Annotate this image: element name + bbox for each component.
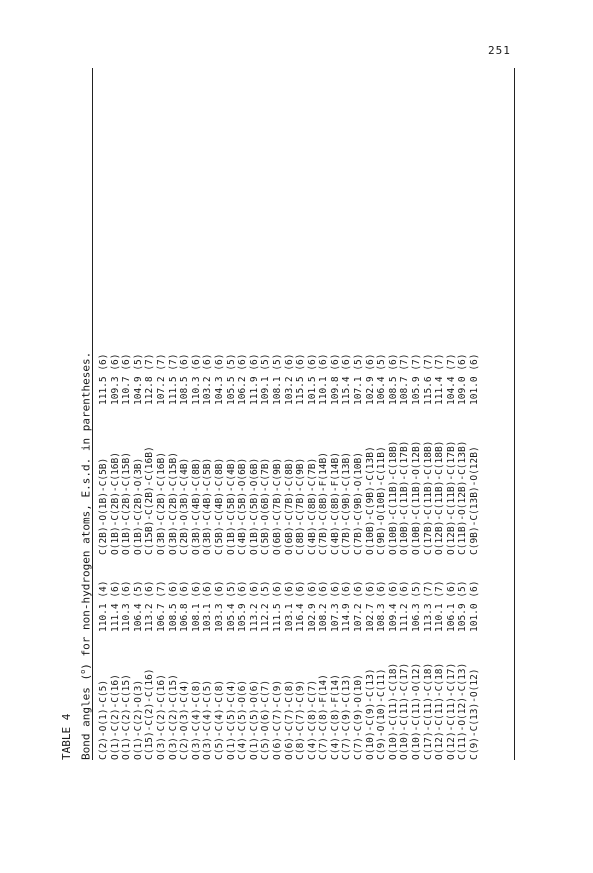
bond-angle-cell: 114.9 (6) (341, 580, 353, 632)
bond-atoms-cell: C(4)-C(8)-C(7) (306, 679, 318, 760)
bond-atoms-cell: O(1)-C(2)-C(16) (109, 674, 121, 760)
bond-atoms-cell: O(12B)-C(11B)-C(17B) (445, 440, 457, 555)
bond-atoms-cell: C(7B)-C(9B)-O(10B) (353, 452, 365, 555)
bond-angle-cell: 106.4 (5) (132, 580, 144, 632)
bond-angle-cell: 108.5 (6) (179, 353, 191, 405)
bond-angle-cell: 101.0 (6) (469, 353, 480, 405)
bond-angle-cell: 115.6 (7) (422, 353, 434, 405)
bond-atoms-cell: O(3B)-C(2B)-C(16B) (155, 452, 167, 555)
bond-atoms-cell: C(4B)-C(5B)-O(6B) (237, 457, 249, 555)
bond-atoms-cell: O(1B)-C(5B)-C(4B) (225, 457, 237, 555)
bond-angle-cell: 110.1 (6) (318, 353, 330, 405)
bond-angle-cell: 110.1 (4) (98, 580, 109, 632)
bond-angle-cell: 104.3 (6) (213, 353, 225, 405)
bond-atoms-cell: O(3B)-C(4B)-C(5B) (202, 457, 214, 555)
bond-angle-cell: 102.9 (6) (306, 580, 318, 632)
bond-atoms-cell: O(3)-C(2)-C(16) (155, 674, 167, 760)
bond-atoms-cell: O(1B)-C(2B)-C(15B) (121, 452, 133, 555)
bond-angle-cell: 105.9 (6) (237, 580, 249, 632)
bond-angle-cell: 105.5 (5) (225, 353, 237, 405)
bond-angle-cell: 112.8 (7) (144, 353, 156, 405)
bond-angle-cell: 109.0 (6) (457, 353, 469, 405)
bond-angle-cell: 108.7 (7) (399, 353, 411, 405)
bond-atoms-cell: C(2)-O(3)-C(4) (179, 679, 191, 760)
right-angles-column (98, 354, 481, 405)
bond-atoms-cell: O(3B)-C(4B)-C(8B) (190, 457, 202, 555)
bond-atoms-cell: C(15B)-C(2B)-C(16B) (144, 446, 156, 555)
bond-angle-cell: 110.3 (6) (121, 580, 133, 632)
bond-angle-cell: 108.2 (6) (318, 580, 330, 632)
bond-atoms-cell: O(10)-C(11)-O(12) (411, 662, 423, 760)
bond-atoms-cell: C(7)-C(8)-F(14) (318, 674, 330, 760)
bond-atoms-cell: O(12)-C(11)-C(18) (434, 662, 446, 760)
bond-atoms-cell: O(3)-C(4)-C(8) (190, 679, 202, 760)
bond-angle-cell: 106.7 (7) (155, 580, 167, 632)
bond-atoms-cell: O(3)-C(4)-C(5) (202, 679, 214, 760)
bond-atoms-cell: C(7B)-C(9B)-C(13B) (341, 452, 353, 555)
bond-angle-cell: 101.0 (6) (469, 580, 480, 632)
bond-angle-cell: 106.8 (6) (179, 580, 191, 632)
bond-angle-cell: 105.4 (5) (225, 580, 237, 632)
bond-atoms-cell: C(4B)-C(8B)-F(14B) (329, 452, 341, 555)
table-title-end: ) for non-hydrogen atoms, E.s.d. in parentheses. (79, 351, 93, 670)
bond-angle-cell: 110.3 (6) (190, 353, 202, 405)
table-title-start: Bond angles ( (79, 673, 93, 760)
bond-atoms-cell: O(10B)-C(11B)-O(12B) (411, 440, 423, 555)
bond-atoms-cell: C(5)-O(6)-C(7) (260, 679, 272, 760)
bond-atoms-cell: C(15)-C(2)-C(16) (144, 668, 156, 760)
bond-angle-cell: 106.2 (6) (237, 353, 249, 405)
bond-atoms-cell: O(12)-C(11)-C(17) (445, 662, 457, 760)
bond-angle-cell: 102.9 (6) (364, 353, 376, 405)
bond-atoms-cell: O(10B)-C(9B)-C(13B) (364, 446, 376, 555)
bond-angle-cell: 102.7 (6) (364, 580, 376, 632)
rotated-table-block (60, 68, 522, 760)
bond-atoms-cell: C(7)-C(9)-O(10) (353, 674, 365, 760)
bond-angle-cell: 113.3 (7) (422, 580, 434, 632)
bond-atoms-cell: C(7B)-C(8B)-F(14B) (318, 452, 330, 555)
bond-angle-cell: 109.3 (6) (109, 353, 121, 405)
degree-superscript: o (79, 669, 87, 674)
bond-atoms-cell: C(2B)-O(1B)-C(5B) (98, 457, 109, 555)
bond-atoms-cell: O(10)-C(9)-C(13) (364, 668, 376, 760)
table-title (77, 352, 93, 760)
bond-atoms-cell: C(9B)-C(13B)-O(12B) (469, 446, 480, 555)
bond-angle-cell: 111.5 (6) (98, 353, 109, 405)
bond-atoms-cell: O(1)-C(5)-C(4) (225, 679, 237, 760)
bond-angle-cell: 108.5 (6) (167, 580, 179, 632)
bond-angle-cell: 108.5 (6) (387, 353, 399, 405)
bond-atoms-cell: C(5B)-O(6B)-C(7B) (260, 457, 272, 555)
bond-atoms-cell: O(10)-C(11)-C(17) (399, 662, 411, 760)
bond-angle-cell: 104.4 (7) (445, 353, 457, 405)
bond-angle-cell: 101.5 (6) (306, 353, 318, 405)
bond-angle-cell: 113.2 (6) (144, 580, 156, 632)
table-label: TABLE 4 (60, 713, 73, 760)
bond-atoms-cell: C(5)-C(4)-C(8) (213, 679, 225, 760)
right-atoms-column (98, 441, 481, 555)
bond-atoms-cell: O(6B)-C(7B)-C(8B) (283, 457, 295, 555)
bond-atoms-cell: C(11B)-O(12B)-C(13B) (457, 440, 469, 555)
bond-atoms-cell: O(1)-C(5)-O(6) (248, 679, 260, 760)
bond-atoms-cell: O(6)-C(7)-C(8) (283, 679, 295, 760)
table-top-rule (92, 68, 93, 760)
left-atoms-column (98, 663, 481, 760)
bond-angle-cell: 109.8 (6) (329, 353, 341, 405)
bond-atoms-cell: C(2B)-O(3B)-C(4B) (179, 457, 191, 555)
bond-angle-cell: 115.5 (6) (295, 353, 307, 405)
bond-atoms-cell: C(2)-O(1)-C(5) (98, 679, 109, 760)
bond-angle-cell: 111.4 (7) (434, 353, 446, 405)
table-bottom-rule (514, 68, 515, 760)
bond-angle-cell: 111.4 (6) (109, 580, 121, 632)
bond-atoms-cell: C(8)-C(7)-C(9) (295, 679, 307, 760)
bond-angle-cell: 108.3 (6) (376, 580, 388, 632)
bond-atoms-cell: O(1B)-C(5B)-O(6B) (248, 457, 260, 555)
bond-atoms-cell: C(9)-C(13)-O(12) (469, 668, 480, 760)
bond-atoms-cell: C(17B)-C(11B)-C(18B) (422, 440, 434, 555)
bond-angle-cell: 107.1 (5) (353, 353, 365, 405)
bond-angle-cell: 111.9 (6) (248, 353, 260, 405)
bond-angle-cell: 112.2 (5) (260, 580, 272, 632)
bond-atoms-cell: C(4)-C(5)-O(6) (237, 679, 249, 760)
bond-angle-cell: 111.5 (6) (271, 580, 283, 632)
bond-atoms-cell: O(6)-C(7)-C(9) (271, 679, 283, 760)
bond-angle-cell: 109.1 (5) (260, 353, 272, 405)
page-number: 251 (488, 44, 511, 57)
bond-atoms-cell: O(10)-C(11)-C(18) (387, 662, 399, 760)
bond-angle-cell: 103.2 (6) (202, 353, 214, 405)
bond-atoms-cell: C(9B)-O(10B)-C(11B) (376, 446, 388, 555)
bond-angle-cell: 116.4 (6) (295, 580, 307, 632)
bond-atoms-cell: O(10B)-C(11B)-C(18B) (387, 440, 399, 555)
bond-angle-cell: 105.9 (5) (457, 580, 469, 632)
bond-atoms-cell: O(3)-C(2)-C(15) (167, 674, 179, 760)
bond-angle-cell: 104.9 (5) (132, 353, 144, 405)
bond-atoms-cell: C(9)-O(10)-C(11) (376, 668, 388, 760)
bond-atoms-cell: O(6B)-C(7B)-C(9B) (271, 457, 283, 555)
bond-angle-cell: 103.3 (6) (213, 580, 225, 632)
bond-atoms-cell: O(12B)-C(11B)-C(18B) (434, 440, 446, 555)
left-angles-column (98, 581, 481, 632)
bond-atoms-cell: C(7)-C(9)-C(13) (341, 674, 353, 760)
bond-atoms-cell: C(5B)-C(4B)-C(8B) (213, 457, 225, 555)
bond-angle-cell: 108.1 (5) (271, 353, 283, 405)
bond-atoms-cell: C(8B)-C(7B)-C(9B) (295, 457, 307, 555)
table-caption (60, 352, 93, 760)
bond-angle-cell: 103.2 (6) (283, 353, 295, 405)
bond-angle-cell: 107.2 (7) (155, 353, 167, 405)
bond-angle-cell: 107.2 (6) (353, 580, 365, 632)
bond-atoms-cell: O(1B)-C(2B)-C(16B) (109, 452, 121, 555)
bond-angle-cell: 105.9 (7) (411, 353, 423, 405)
bond-angle-cell: 103.1 (6) (283, 580, 295, 632)
bond-angle-cell: 108.1 (6) (190, 580, 202, 632)
bond-atoms-cell: C(17)-C(11)-C(18) (422, 662, 434, 760)
bond-atoms-cell: C(4)-C(8)-F(14) (329, 674, 341, 760)
bond-atoms-cell: C(11)-O(12)-C(13) (457, 662, 469, 760)
bond-atoms-cell: O(10B)-C(11B)-C(17B) (399, 440, 411, 555)
bond-atoms-cell: O(1)-C(2)-O(3) (132, 679, 144, 760)
bond-atoms-cell: O(1B)-C(2B)-O(3B) (132, 457, 144, 555)
bond-angle-cell: 106.4 (5) (376, 353, 388, 405)
bond-angle-cell: 106.3 (5) (411, 580, 423, 632)
bond-angle-cell: 111.2 (6) (399, 580, 411, 632)
bond-angle-cell: 107.3 (6) (329, 580, 341, 632)
bond-angle-cell: 110.1 (7) (434, 580, 446, 632)
bond-angle-cell: 111.5 (7) (167, 353, 179, 405)
bond-angle-cell: 106.1 (6) (445, 580, 457, 632)
bond-angle-cell: 115.4 (6) (341, 353, 353, 405)
bond-atoms-cell: O(3B)-C(2B)-C(15B) (167, 452, 179, 555)
bond-angle-cell: 113.2 (6) (248, 580, 260, 632)
bond-atoms-cell: O(1)-C(2)-C(15) (121, 674, 133, 760)
bond-angle-cell: 103.1 (6) (202, 580, 214, 632)
bond-atoms-cell: C(4B)-C(8B)-C(7B) (306, 457, 318, 555)
bond-angle-cell: 109.4 (6) (387, 580, 399, 632)
bond-angle-cell: 110.7 (6) (121, 353, 133, 405)
